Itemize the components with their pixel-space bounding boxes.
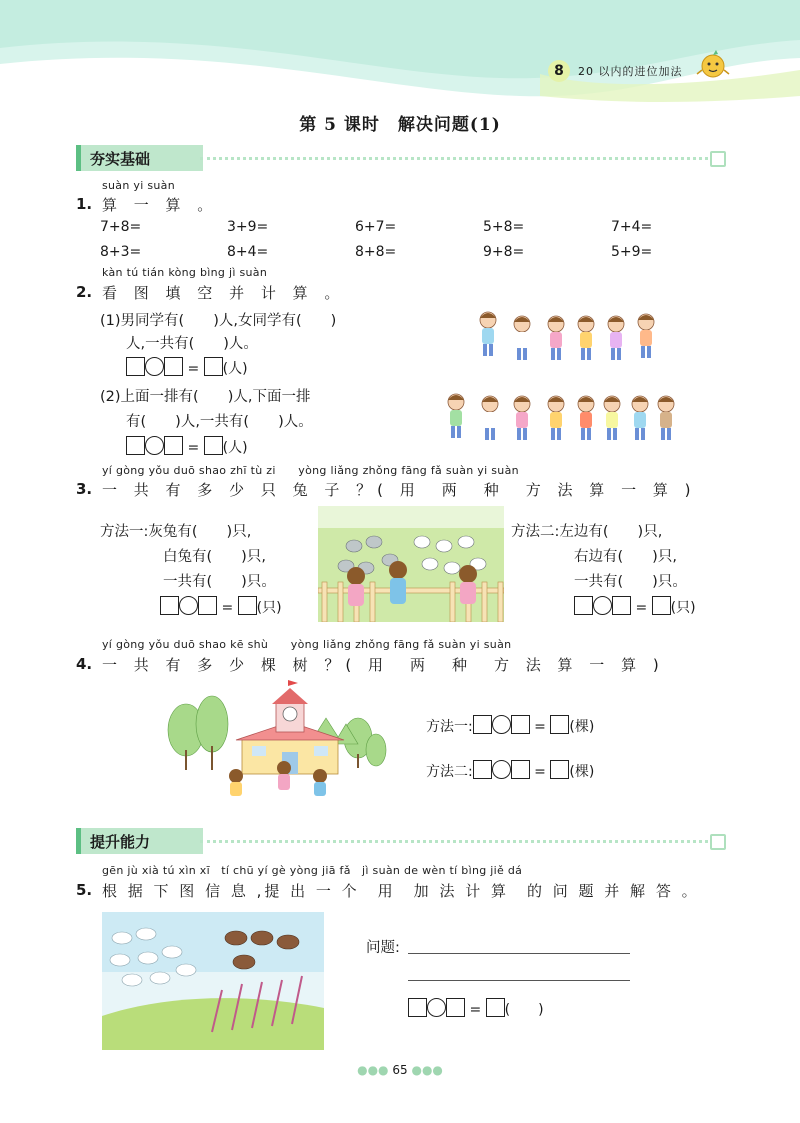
q2-part2-line2: 有( )人,一共有( )人。 <box>126 414 313 430</box>
q2-part2-formula: = (人) <box>126 436 248 457</box>
section-label-basic: 夯实基础 <box>90 150 151 168</box>
q2-part1-formula: = (人) <box>126 357 248 378</box>
rabbits-illustration <box>318 506 504 622</box>
q1-number: 1. <box>76 195 93 213</box>
header-band <box>0 0 800 110</box>
operator-circle[interactable] <box>179 596 198 615</box>
q1-equation: 3+9= <box>227 219 269 235</box>
method-label: 方法一: <box>426 719 473 735</box>
answer-box[interactable] <box>198 596 217 615</box>
q4-instruction: 一 共 有 多 少 棵 树 ？( 用 两 种 方 法 算 一 算 ) <box>102 656 665 674</box>
answer-box[interactable] <box>446 998 465 1017</box>
q2-part1-line1: (1)男同学有( )人,女同学有( ) <box>100 313 337 329</box>
section-divider-end <box>710 151 726 167</box>
school-trees-illustration <box>162 680 388 804</box>
answer-box[interactable] <box>126 436 145 455</box>
q3-instruction: 一 共 有 多 少 只 兔 子 ？( 用 两 种 方 法 算 一 算 ) <box>102 481 697 499</box>
section-divider-end <box>710 834 726 850</box>
q3-method1-formula: = (只) <box>160 596 282 617</box>
answer-box[interactable] <box>204 357 223 376</box>
q2-pinyin: kàn tú tián kòng bìng jì suàn <box>102 266 268 279</box>
unit-label: (人) <box>222 361 248 377</box>
section-divider <box>200 840 708 843</box>
q1-equation: 5+9= <box>611 244 653 260</box>
q1-equation: 8+3= <box>100 244 142 260</box>
q1-equation: 8+4= <box>227 244 269 260</box>
unit-label: ( ) <box>504 1002 544 1018</box>
answer-box[interactable] <box>126 357 145 376</box>
answer-box[interactable] <box>473 715 492 734</box>
q3-number: 3. <box>76 480 93 498</box>
section-divider <box>200 157 708 160</box>
q5-formula: = ( ) <box>408 998 544 1019</box>
unit-label: (只) <box>256 600 282 616</box>
q2-instruction: 看 图 填 空 并 计 算 。 <box>102 284 346 302</box>
q4-method1: 方法一: = (棵) <box>426 715 594 736</box>
lesson-title: 第 5 课时 解决问题(1) <box>299 115 501 135</box>
q3-method1-line2: 白兔有( )只, <box>163 549 266 565</box>
q3-method2-line1: 方法二:左边有( )只, <box>511 524 663 540</box>
answer-box[interactable] <box>204 436 223 455</box>
q3-method2-line3: 一共有( )只。 <box>574 574 687 590</box>
answer-box[interactable] <box>486 998 505 1017</box>
q5-instruction: 根 据 下 图 信 息 ,提 出 一 个 用 加 法 计 算 的 问 题 并 解 答 。 <box>102 882 700 900</box>
operator-circle[interactable] <box>145 436 164 455</box>
page-number <box>0 1063 800 1077</box>
answer-box[interactable] <box>164 357 183 376</box>
chapter-title: 20 以内的进位加法 <box>578 65 683 78</box>
unit-label: (人) <box>222 440 248 456</box>
q5-number: 5. <box>76 881 93 899</box>
answer-line[interactable] <box>408 980 630 981</box>
q1-equation: 6+7= <box>355 219 397 235</box>
children-illustration <box>440 306 680 456</box>
q3-method1-line3: 一共有( )只。 <box>163 574 276 590</box>
ducks-illustration <box>102 912 324 1050</box>
q1-equation: 8+8= <box>355 244 397 260</box>
page-number-value: 65 <box>392 1063 408 1077</box>
operator-circle[interactable] <box>145 357 164 376</box>
answer-line[interactable] <box>408 953 630 954</box>
answer-box[interactable] <box>550 760 569 779</box>
q2-number: 2. <box>76 283 93 301</box>
q1-equation: 7+8= <box>100 219 142 235</box>
answer-box[interactable] <box>511 715 530 734</box>
q3-pinyin: yí gòng yǒu duō shao zhī tù zi yòng liǎng zhǒng fāng fǎ suàn yi suàn <box>102 464 519 477</box>
q1-pinyin: suàn yi suàn <box>102 179 175 192</box>
q1-equation: 9+8= <box>483 244 525 260</box>
q5-pinyin: gēn jù xià tú xìn xī tí chū yí gè yòng jiā fǎ jì suàn de wèn tí bìng jiě dá <box>102 864 523 877</box>
operator-circle[interactable] <box>492 715 511 734</box>
answer-box[interactable] <box>652 596 671 615</box>
chapter-number-badge: 8 <box>548 60 570 82</box>
unit-label: (棵) <box>569 764 595 780</box>
answer-box[interactable] <box>511 760 530 779</box>
page-number-dots: ●●● <box>357 1063 389 1077</box>
operator-circle[interactable] <box>492 760 511 779</box>
q3-method1-line1: 方法一:灰兔有( )只, <box>100 524 252 540</box>
q4-number: 4. <box>76 655 93 673</box>
unit-label: (只) <box>670 600 696 616</box>
q5-question-label: 问题: <box>366 940 400 956</box>
unit-label: (棵) <box>569 719 595 735</box>
section-label-advanced: 提升能力 <box>90 833 151 851</box>
answer-box[interactable] <box>160 596 179 615</box>
answer-box[interactable] <box>238 596 257 615</box>
q1-equation: 5+8= <box>483 219 525 235</box>
q1-instruction: 算 一 算 。 <box>102 196 219 214</box>
operator-circle[interactable] <box>427 998 446 1017</box>
answer-box[interactable] <box>164 436 183 455</box>
answer-box[interactable] <box>550 715 569 734</box>
q4-method2: 方法二: = (棵) <box>426 760 594 781</box>
q1-equation: 7+4= <box>611 219 653 235</box>
operator-circle[interactable] <box>593 596 612 615</box>
mascot-icon <box>696 48 730 82</box>
answer-box[interactable] <box>612 596 631 615</box>
q4-pinyin: yí gòng yǒu duō shao kē shù yòng liǎng zhǒng fāng fǎ suàn yi suàn <box>102 638 512 651</box>
answer-box[interactable] <box>408 998 427 1017</box>
q2-part2-line1: (2)上面一排有( )人,下面一排 <box>100 389 311 405</box>
answer-box[interactable] <box>574 596 593 615</box>
answer-box[interactable] <box>473 760 492 779</box>
method-label: 方法二: <box>426 764 473 780</box>
q3-method2-formula: = (只) <box>574 596 696 617</box>
q2-part1-line2: 人,一共有( )人。 <box>126 336 258 352</box>
q3-method2-line2: 右边有( )只, <box>574 549 677 565</box>
page-number-dots: ●●● <box>411 1063 443 1077</box>
